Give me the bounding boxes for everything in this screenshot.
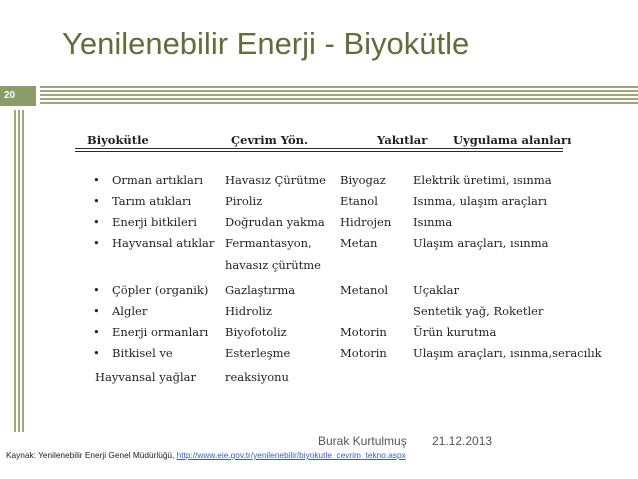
- cell-use: Uçaklar: [413, 283, 459, 297]
- bullet: •: [93, 283, 100, 297]
- cell-method: reaksiyonu: [225, 370, 289, 384]
- header-rule-top: [75, 148, 563, 149]
- cell-use: Isınma, ulaşım araçları: [413, 194, 548, 208]
- footer-author: Burak Kurtulmuş: [318, 434, 407, 448]
- table-header-method: Çevrim Yön.: [231, 133, 308, 147]
- cell-method: Havasız Çürütme: [225, 173, 326, 187]
- side-decorative-bar: [14, 110, 26, 432]
- cell-use: Ulaşım araçları, ısınma,seracılık: [413, 346, 602, 360]
- bullet: •: [93, 173, 100, 187]
- cell-use: Sentetik yağ, Roketler: [413, 304, 544, 318]
- bullet: •: [93, 215, 100, 229]
- table-row: [75, 370, 565, 390]
- slide-title: Yenilenebilir Enerji - Biyokütle: [62, 26, 470, 61]
- cell-method: Piroliz: [225, 194, 263, 208]
- cell-fuel: Motorin: [340, 346, 387, 360]
- table-row: [75, 283, 565, 303]
- table-header-biomass: Biyokütle: [87, 133, 149, 147]
- cell-biomass: Enerji ormanları: [112, 325, 209, 339]
- source-label: Kaynak: Yenilenebilir Enerji Genel Müdürlüğü,: [6, 450, 175, 460]
- bullet: •: [93, 346, 100, 360]
- table-row: [75, 194, 565, 214]
- table-row: [75, 325, 565, 345]
- bullet: •: [93, 236, 100, 250]
- cell-fuel: Metan: [340, 236, 378, 250]
- cell-biomass: Hayvansal yağlar: [95, 370, 196, 384]
- cell-use: Ürün kurutma: [413, 325, 497, 339]
- source-note: [6, 450, 406, 460]
- cell-biomass: Algler: [112, 304, 148, 318]
- cell-use: Isınma: [413, 215, 453, 229]
- slide-number-badge: 20: [0, 86, 36, 106]
- cell-method: Doğrudan yakma: [225, 215, 325, 229]
- cell-method: Biyofotoliz: [225, 325, 287, 339]
- cell-method: Hidroliz: [225, 304, 272, 318]
- table-row: [75, 346, 602, 366]
- cell-biomass: Hayvansal atıklar: [112, 236, 215, 250]
- bullet: •: [93, 194, 100, 208]
- table-row: [75, 258, 565, 278]
- cell-fuel: Biyogaz: [340, 173, 386, 187]
- cell-biomass: Tarım atıkları: [112, 194, 192, 208]
- cell-method: havasız çürütme: [225, 258, 321, 272]
- footer-date: 21.12.2013: [432, 434, 493, 448]
- table-row: [75, 236, 565, 256]
- header-decorative-band: [40, 86, 638, 106]
- cell-use: Elektrik üretimi, ısınma: [413, 173, 552, 187]
- cell-method: Gazlaştırma: [225, 283, 296, 297]
- cell-method: Fermantasyon,: [225, 236, 312, 250]
- cell-biomass: Orman artıkları: [112, 173, 204, 187]
- cell-biomass: Çöpler (organik): [112, 283, 209, 297]
- bullet: •: [93, 325, 100, 339]
- table-header-use: Uygulama alanları: [453, 133, 572, 147]
- cell-biomass: Bitkisel ve: [112, 346, 173, 360]
- cell-fuel: Metanol: [340, 283, 389, 297]
- bullet: •: [93, 304, 100, 318]
- table-row: [75, 304, 565, 324]
- header-rule-bottom: [75, 151, 563, 152]
- table-row: [75, 215, 565, 235]
- cell-fuel: Motorin: [340, 325, 387, 339]
- cell-biomass: Enerji bitkileri: [112, 215, 197, 229]
- cell-fuel: Hidrojen: [340, 215, 392, 229]
- cell-method: Esterleşme: [225, 346, 291, 360]
- table-row: [75, 173, 565, 193]
- cell-fuel: Etanol: [340, 194, 378, 208]
- source-link[interactable]: http://www.eie.gov.tr/yenilenebilir/biyokutle_cevrim_tekno.aspx: [176, 450, 406, 460]
- table-header-fuel: Yakıtlar: [377, 133, 428, 147]
- cell-use: Ulaşım araçları, ısınma: [413, 236, 549, 250]
